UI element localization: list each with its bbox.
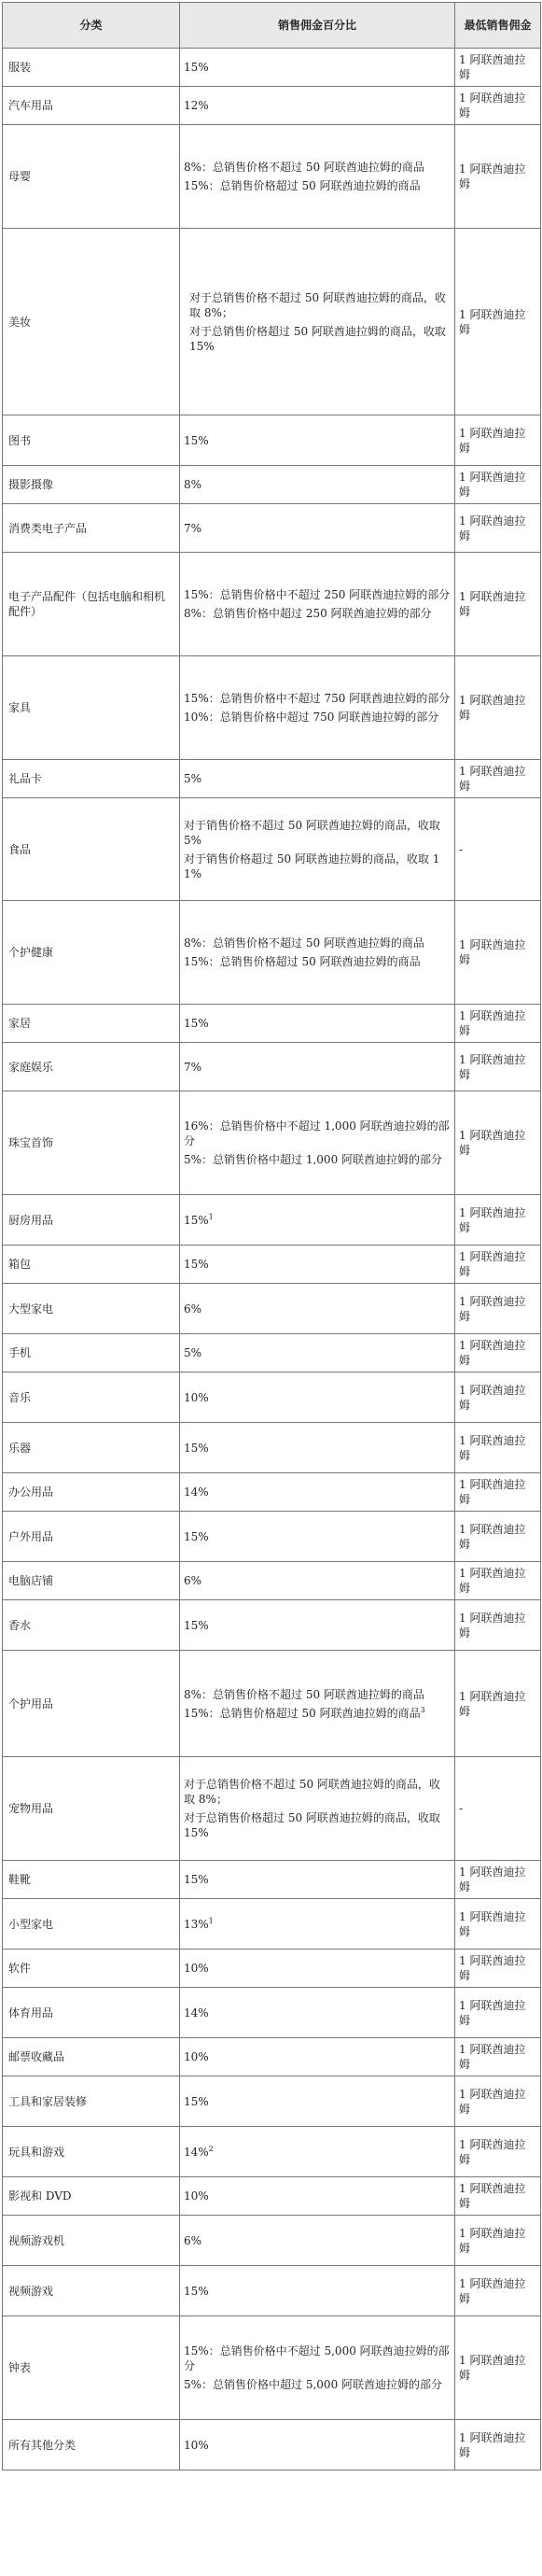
rate-line (184, 2438, 451, 2453)
min-fee-cell: - (455, 798, 541, 901)
rate-text: 8%：总销售价格不超过 50 阿联酋迪拉姆的商品 (184, 161, 424, 174)
rate-cell (180, 415, 455, 466)
category-cell: 消费类电子产品 (3, 504, 180, 553)
rate-text: 10% (184, 2050, 209, 2063)
min-fee-cell: 1 阿联酋迪拉姆 (455, 466, 541, 504)
rate-text: 5% (184, 772, 202, 785)
rate-cell (180, 1757, 455, 1861)
table-row (3, 87, 541, 125)
rate-line (184, 1810, 451, 1840)
rate-cell (180, 1423, 455, 1473)
rate-line (184, 2006, 451, 2020)
rate-line (184, 1706, 451, 1721)
min-fee-cell: 1 阿联酋迪拉姆 (455, 415, 541, 466)
category-cell: 鞋靴 (3, 1861, 180, 1899)
rate-cell (180, 1950, 455, 1988)
rate-text: 对于销售价格超过 50 阿联酋迪拉姆的商品，收取 11% (184, 852, 440, 880)
rate-text: 8%：总销售价格不超过 50 阿联酋迪拉姆的商品 (184, 936, 424, 950)
category-cell: 户外用品 (3, 1512, 180, 1562)
table-row (3, 1473, 541, 1512)
header-category: 分类 (3, 3, 180, 49)
category-cell: 电子产品配件（包括电脑和相机配件） (3, 553, 180, 656)
rate-text: 12% (184, 99, 209, 112)
rate-text: 10%：总销售价格中超过 750 阿联酋迪拉姆的部分 (184, 711, 439, 724)
table-row (3, 1899, 541, 1950)
rate-cell (180, 1861, 455, 1899)
rate-cell (180, 2177, 455, 2216)
rate-line (184, 1302, 451, 1316)
rate-line (184, 1345, 451, 1360)
rate-text: 15% (184, 1258, 209, 1271)
min-fee-cell: 1 阿联酋迪拉姆 (455, 125, 541, 229)
table-row (3, 2038, 541, 2076)
rate-line (184, 160, 451, 175)
rate-line (184, 2049, 451, 2064)
min-fee-cell: 1 阿联酋迪拉姆 (455, 1600, 541, 1651)
table-row (3, 1512, 541, 1562)
rate-cell (180, 798, 455, 901)
rate-line (184, 477, 451, 492)
rate-text: 15% (184, 1529, 209, 1543)
rate-line (184, 2094, 451, 2109)
min-fee-cell: 1 阿联酋迪拉姆 (455, 2420, 541, 2470)
rate-cell (180, 1043, 455, 1091)
rate-text: 6% (184, 1574, 202, 1587)
category-cell: 视频游戏 (3, 2266, 180, 2316)
rate-text: 5%：总销售价格中超过 5,000 阿联酋迪拉姆的部分 (184, 2378, 443, 2391)
min-fee-cell: 1 阿联酋迪拉姆 (455, 1950, 541, 1988)
rate-line (184, 1618, 451, 1633)
category-cell: 食品 (3, 798, 180, 901)
rate-text: 15% (184, 1873, 209, 1886)
category-cell: 邮票收藏品 (3, 2038, 180, 2076)
min-fee-cell: 1 阿联酋迪拉姆 (455, 1043, 541, 1091)
rate-line (184, 178, 451, 193)
table-row (3, 466, 541, 504)
rate-line (184, 2233, 451, 2248)
table-row (3, 1005, 541, 1043)
footnote-marker: 1 (208, 1212, 214, 1221)
rate-cell (180, 49, 455, 87)
rate-text: 15% (184, 1017, 209, 1030)
category-cell: 体育用品 (3, 1988, 180, 2038)
rate-text: 对于销售价格不超过 50 阿联酋迪拉姆的商品，收取 5% (184, 818, 440, 847)
category-cell: 电脑店铺 (3, 1562, 180, 1600)
rate-cell (180, 504, 455, 553)
category-cell: 服装 (3, 49, 180, 87)
table-row (3, 760, 541, 798)
rate-line (184, 1529, 451, 1544)
table-row (3, 2420, 541, 2470)
rate-text: 15% (184, 2094, 209, 2108)
rate-line (184, 771, 451, 786)
min-fee-cell: - (455, 1757, 541, 1861)
rate-text: 14% (184, 2145, 209, 2159)
table-row (3, 2316, 541, 2420)
table-row (3, 1950, 541, 1988)
rate-line (184, 2189, 451, 2203)
category-cell: 汽车用品 (3, 87, 180, 125)
category-cell: 工具和家居装修 (3, 2076, 180, 2127)
rate-cell (180, 229, 455, 415)
rate-line (184, 936, 451, 950)
category-cell: 乐器 (3, 1423, 180, 1473)
rate-line (184, 2284, 451, 2299)
table-row (3, 1600, 541, 1651)
category-cell: 母婴 (3, 125, 180, 229)
rate-text: 15%：总销售价格中不超过 750 阿联酋迪拉姆的部分 (184, 692, 451, 705)
rate-line (184, 60, 451, 75)
rate-cell (180, 1473, 455, 1512)
rate-line (184, 1687, 451, 1702)
category-cell: 钟表 (3, 2316, 180, 2420)
rate-cell (180, 1651, 455, 1757)
footnote-marker: 1 (208, 1916, 214, 1925)
category-cell: 香水 (3, 1600, 180, 1651)
rate-cell (180, 1512, 455, 1562)
rate-text: 14% (184, 1485, 209, 1499)
min-fee-cell: 1 阿联酋迪拉姆 (455, 2177, 541, 2216)
table-body (3, 49, 541, 2470)
rate-line (184, 818, 451, 848)
category-cell: 影视和 DVD (3, 2177, 180, 2216)
table-row (3, 2266, 541, 2316)
min-fee-cell: 1 阿联酋迪拉姆 (455, 2076, 541, 2127)
table-row (3, 125, 541, 229)
rate-text: 7% (184, 1060, 202, 1074)
rate-text: 15% (184, 1213, 209, 1227)
rate-cell (180, 1195, 455, 1246)
rate-line (184, 954, 451, 969)
rate-line (184, 710, 451, 725)
rate-text: 8% (184, 478, 202, 491)
table-row (3, 1284, 541, 1334)
table-row (3, 1562, 541, 1600)
rate-text: 16%：总销售价格中不超过 1,000 阿联酋迪拉姆的部分 (184, 1119, 450, 1147)
category-cell: 小型家电 (3, 1899, 180, 1950)
rate-text: 14% (184, 2006, 209, 2020)
rate-cell (180, 2420, 455, 2470)
min-fee-cell: 1 阿联酋迪拉姆 (455, 1423, 541, 1473)
rate-line (184, 1213, 451, 1228)
rate-line (184, 1777, 451, 1807)
min-fee-cell: 1 阿联酋迪拉姆 (455, 553, 541, 656)
min-fee-cell: 1 阿联酋迪拉姆 (455, 1899, 541, 1950)
rate-cell (180, 2216, 455, 2266)
rate-line (184, 1573, 451, 1588)
rate-text: 15%：总销售价格超过 50 阿联酋迪拉姆的商品 (184, 955, 421, 968)
min-fee-cell: 1 阿联酋迪拉姆 (455, 504, 541, 553)
category-cell: 家庭娱乐 (3, 1043, 180, 1091)
rate-text: 10% (184, 1962, 209, 1975)
table-row (3, 1757, 541, 1861)
rate-line (184, 1390, 451, 1405)
rate-text: 对于总销售价格超过 50 阿联酋迪拉姆的商品，收取 15% (189, 324, 446, 353)
table-row (3, 1988, 541, 2038)
category-cell: 个护用品 (3, 1651, 180, 1757)
min-fee-cell: 1 阿联酋迪拉姆 (455, 760, 541, 798)
category-cell: 宠物用品 (3, 1757, 180, 1861)
rate-line (184, 1060, 451, 1075)
category-cell: 办公用品 (3, 1473, 180, 1512)
table-row (3, 415, 541, 466)
rate-line (184, 1485, 451, 1499)
rate-text: 10% (184, 2189, 209, 2203)
category-cell: 摄影摄像 (3, 466, 180, 504)
rate-cell (180, 1284, 455, 1334)
table-row (3, 1861, 541, 1899)
rate-text: 15% (184, 61, 209, 74)
rate-cell (180, 656, 455, 760)
rate-cell (180, 1988, 455, 2038)
rate-text: 15% (184, 1441, 209, 1455)
table-row (3, 2216, 541, 2266)
rate-line (184, 2377, 451, 2392)
category-cell: 音乐 (3, 1372, 180, 1423)
category-cell: 大型家电 (3, 1284, 180, 1334)
rate-text: 对于总销售价格不超过 50 阿联酋迪拉姆的商品，收取 8%； (184, 1778, 440, 1806)
rate-text: 15% (184, 1618, 209, 1632)
min-fee-cell: 1 阿联酋迪拉姆 (455, 1988, 541, 2038)
min-fee-cell: 1 阿联酋迪拉姆 (455, 2316, 541, 2420)
rate-line (184, 290, 451, 320)
rate-line (184, 587, 451, 602)
rate-cell (180, 1600, 455, 1651)
rate-cell (180, 2127, 455, 2177)
rate-cell (180, 1005, 455, 1043)
min-fee-cell: 1 阿联酋迪拉姆 (455, 1651, 541, 1757)
rate-text: 8%：总销售价格中超过 250 阿联酋迪拉姆的部分 (184, 607, 432, 620)
rate-text: 对于总销售价格不超过 50 阿联酋迪拉姆的商品，收取 8%； (189, 290, 446, 319)
min-fee-cell: 1 阿联酋迪拉姆 (455, 2266, 541, 2316)
rate-line (184, 691, 451, 706)
min-fee-cell: 1 阿联酋迪拉姆 (455, 229, 541, 415)
category-cell: 所有其他分类 (3, 2420, 180, 2470)
table-row (3, 1334, 541, 1372)
min-fee-cell: 1 阿联酋迪拉姆 (455, 1246, 541, 1284)
min-fee-cell: 1 阿联酋迪拉姆 (455, 1195, 541, 1246)
header-row (3, 3, 541, 49)
min-fee-cell: 1 阿联酋迪拉姆 (455, 49, 541, 87)
rate-text: 15%：总销售价格中不超过 5,000 阿联酋迪拉姆的部分 (184, 2344, 450, 2372)
rate-text: 15% (184, 2284, 209, 2298)
min-fee-cell: 1 阿联酋迪拉姆 (455, 1562, 541, 1600)
table-row (3, 1423, 541, 1473)
min-fee-cell: 1 阿联酋迪拉姆 (455, 901, 541, 1005)
rate-cell (180, 1562, 455, 1600)
rate-cell (180, 2316, 455, 2420)
min-fee-cell: 1 阿联酋迪拉姆 (455, 1512, 541, 1562)
rate-cell (180, 553, 455, 656)
category-cell: 视频游戏机 (3, 2216, 180, 2266)
rate-text: 6% (184, 2233, 202, 2247)
rate-line (184, 606, 451, 621)
table-row (3, 1043, 541, 1091)
rate-text: 10% (184, 2438, 209, 2452)
rate-cell (180, 2038, 455, 2076)
table-row (3, 49, 541, 87)
rate-text: 5% (184, 1346, 202, 1359)
table-row (3, 2177, 541, 2216)
min-fee-cell: 1 阿联酋迪拉姆 (455, 2038, 541, 2076)
table-row (3, 1372, 541, 1423)
rate-line (184, 1152, 451, 1167)
footnote-marker: 2 (208, 2144, 214, 2153)
rate-text: 15% (184, 433, 209, 447)
rate-line (184, 1016, 451, 1031)
rate-text: 7% (184, 521, 202, 535)
rate-cell (180, 1246, 455, 1284)
rate-text: 15%：总销售价格超过 50 阿联酋迪拉姆的商品 (184, 179, 421, 192)
rate-cell (180, 125, 455, 229)
table-row (3, 798, 541, 901)
rate-cell (180, 2076, 455, 2127)
table-row (3, 553, 541, 656)
table-row (3, 1651, 541, 1757)
table-row (3, 901, 541, 1005)
rate-line (184, 1961, 451, 1976)
header-rate: 销售佣金百分比 (180, 3, 455, 49)
category-cell: 礼品卡 (3, 760, 180, 798)
category-cell: 家居 (3, 1005, 180, 1043)
rate-line (184, 2344, 451, 2373)
min-fee-cell: 1 阿联酋迪拉姆 (455, 2127, 541, 2177)
rate-line (184, 2145, 451, 2160)
rate-line (184, 1441, 451, 1456)
rate-cell (180, 1334, 455, 1372)
category-cell: 美妆 (3, 229, 180, 415)
rate-line (184, 98, 451, 113)
rate-cell (180, 1899, 455, 1950)
table-row (3, 1091, 541, 1195)
min-fee-cell: 1 阿联酋迪拉姆 (455, 1334, 541, 1372)
rate-cell (180, 2266, 455, 2316)
rate-text: 15%：总销售价格超过 50 阿联酋迪拉姆的商品 (184, 1706, 421, 1720)
rate-line (184, 1917, 451, 1932)
rate-cell (180, 901, 455, 1005)
table-row (3, 229, 541, 415)
table-row (3, 2127, 541, 2177)
rate-text: 13% (184, 1917, 209, 1931)
table-row (3, 504, 541, 553)
table-row (3, 1246, 541, 1284)
category-cell: 珠宝首饰 (3, 1091, 180, 1195)
min-fee-cell: 1 阿联酋迪拉姆 (455, 1005, 541, 1043)
category-cell: 厨房用品 (3, 1195, 180, 1246)
min-fee-cell: 1 阿联酋迪拉姆 (455, 1372, 541, 1423)
rate-text: 15%：总销售价格中不超过 250 阿联酋迪拉姆的部分 (184, 588, 451, 601)
rate-line (184, 324, 451, 354)
rate-text: 8%：总销售价格不超过 50 阿联酋迪拉姆的商品 (184, 1687, 424, 1701)
rate-cell (180, 87, 455, 125)
category-cell: 家具 (3, 656, 180, 760)
table-row (3, 656, 541, 760)
category-cell: 个护健康 (3, 901, 180, 1005)
category-cell: 玩具和游戏 (3, 2127, 180, 2177)
category-cell: 图书 (3, 415, 180, 466)
category-cell: 手机 (3, 1334, 180, 1372)
min-fee-cell: 1 阿联酋迪拉姆 (455, 1861, 541, 1899)
rate-cell (180, 760, 455, 798)
rate-line (184, 1119, 451, 1148)
rate-cell (180, 466, 455, 504)
min-fee-cell: 1 阿联酋迪拉姆 (455, 656, 541, 760)
table-row (3, 2076, 541, 2127)
min-fee-cell: 1 阿联酋迪拉姆 (455, 87, 541, 125)
min-fee-cell: 1 阿联酋迪拉姆 (455, 1473, 541, 1512)
rate-line (184, 1872, 451, 1887)
table-row (3, 1195, 541, 1246)
rate-text: 6% (184, 1302, 202, 1316)
rate-text: 对于总销售价格超过 50 阿联酋迪拉姆的商品，收取 15% (184, 1811, 440, 1839)
min-fee-cell: 1 阿联酋迪拉姆 (455, 1284, 541, 1334)
commission-table (2, 2, 541, 2470)
rate-line (184, 521, 451, 536)
rate-line (184, 433, 451, 448)
rate-text: 5%：总销售价格中超过 1,000 阿联酋迪拉姆的部分 (184, 1153, 443, 1166)
rate-line (184, 852, 451, 881)
min-fee-cell: 1 阿联酋迪拉姆 (455, 1091, 541, 1195)
rate-cell (180, 1372, 455, 1423)
rate-line (184, 1257, 451, 1272)
min-fee-cell: 1 阿联酋迪拉姆 (455, 2216, 541, 2266)
category-cell: 箱包 (3, 1246, 180, 1284)
rate-cell (180, 1091, 455, 1195)
header-min-fee: 最低销售佣金 (455, 3, 541, 49)
category-cell: 软件 (3, 1950, 180, 1988)
rate-text: 10% (184, 1390, 209, 1404)
footnote-marker: 3 (420, 1705, 425, 1714)
